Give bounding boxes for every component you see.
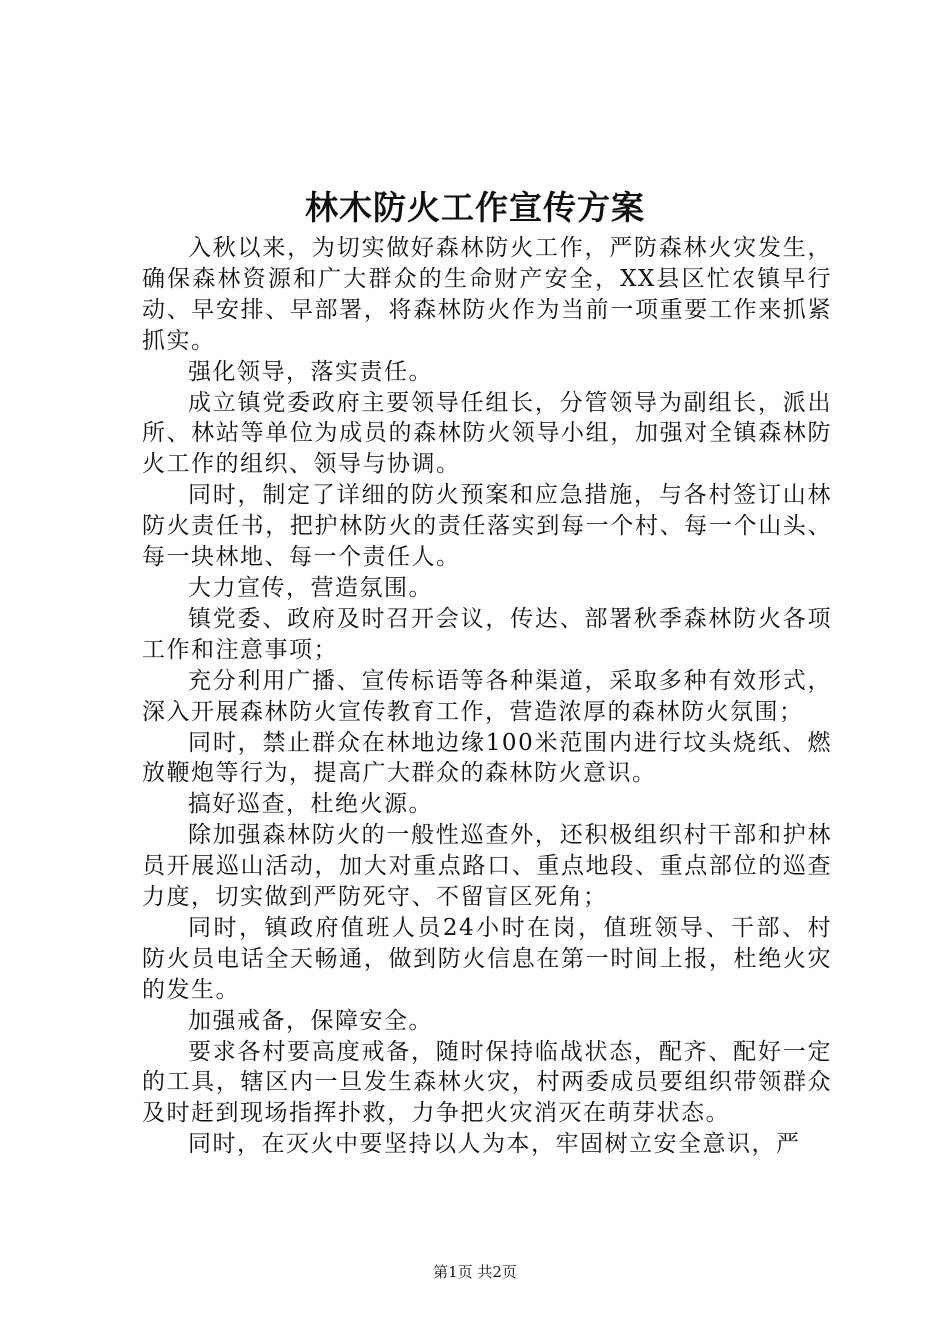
section-heading-readiness: 加强戒备，保障安全。 [188, 1007, 433, 1034]
paragraph-intro: 入秋以来，为切实做好森林防火工作，严防森林火灾发生，确保森林资源和广大群众的生命财产安全，XX县区忙农镇早行动、早安排、早部署，将森林防火作为当前一项重要工作来抓紧抓实。 [142, 235, 832, 354]
section-heading-leadership: 强化领导，落实责任。 [188, 358, 433, 385]
paragraph: 同时，禁止群众在林地边缘100米范围内进行坟头烧纸、燃放鞭炮等行为，提高广大群众的森林防火意识。 [142, 729, 832, 787]
document-title: 林木防火工作宣传方案 [305, 188, 645, 227]
paragraph: 要求各村要高度戒备，随时保持临战状态，配齐、配好一定的工具，辖区内一旦发生森林火灾，村两委成员要组织带领群众及时赶到现场指挥扑救，力争把火灾消灭在萌芽状态。 [142, 1038, 832, 1127]
paragraph: 同时，镇政府值班人员24小时在岗，值班领导、干部、村防火员电话全天畅通，做到防火信息在第一时间上报，杜绝火灾的发生。 [142, 914, 832, 1003]
paragraph: 镇党委、政府及时召开会议，传达、部署秋季森林防火各项工作和注意事项； [142, 605, 832, 663]
section-heading-publicity: 大力宣传，营造氛围。 [188, 574, 433, 601]
section-heading-patrol: 搞好巡查，杜绝火源。 [188, 791, 433, 818]
paragraph: 同时，制定了详细的防火预案和应急措施，与各村签订山林防火责任书，把护林防火的责任落实到每一个村、每一个山头、每一块林地、每一个责任人。 [142, 482, 832, 571]
page-footer: 第1页 共2页 [433, 1263, 517, 1281]
document-body [142, 233, 832, 1160]
paragraph: 成立镇党委政府主要领导任组长，分管领导为副组长，派出所、林站等单位为成员的森林防火领导小组，加强对全镇森林防火工作的组织、领导与协调。 [142, 389, 832, 478]
paragraph: 充分利用广播、宣传标语等各种渠道，采取多种有效形式，深入开展森林防火宣传教育工作，营造浓厚的森林防火氛围； [142, 667, 832, 725]
paragraph: 同时，在灭火中要坚持以人为本，牢固树立安全意识，严 [188, 1131, 801, 1158]
paragraph: 除加强森林防火的一般性巡查外，还积极组织村干部和护林员开展巡山活动，加大对重点路口、重点地段、重点部位的巡查力度，切实做到严防死守、不留盲区死角； [142, 822, 832, 911]
